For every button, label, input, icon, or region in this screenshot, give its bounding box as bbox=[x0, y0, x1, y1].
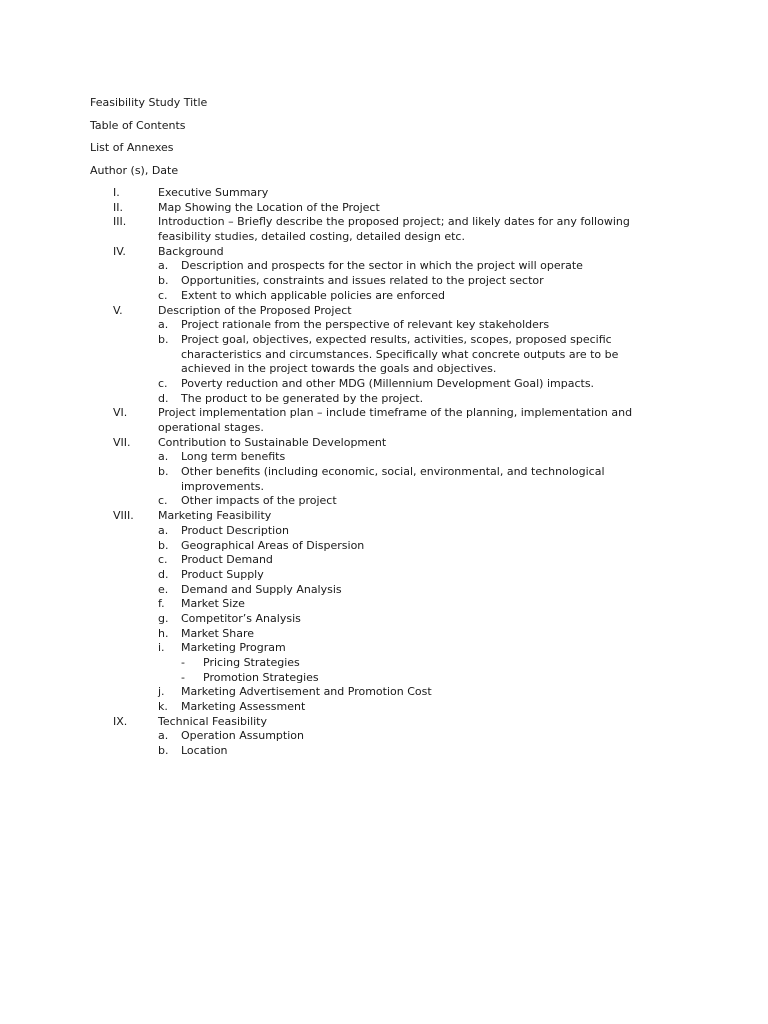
outline-item-text: Geographical Areas of Dispersion bbox=[181, 538, 365, 552]
outline-item-number: IX. bbox=[113, 714, 128, 728]
outline-item-text: Executive Summary bbox=[158, 186, 269, 199]
outline-item-number: e. bbox=[158, 582, 169, 596]
outline-item bbox=[0, 656, 768, 671]
outline-item-number: a. bbox=[158, 450, 169, 464]
outline-item-text: feasibility studies, detailed costing, detailed design etc. bbox=[158, 230, 465, 244]
outline-item-number: d. bbox=[158, 567, 169, 581]
outline-item-number: a. bbox=[158, 729, 169, 743]
outline-item bbox=[0, 524, 768, 539]
outline-item-number: a. bbox=[158, 523, 169, 537]
outline-item-number: k. bbox=[158, 700, 168, 714]
outline-item bbox=[0, 597, 768, 612]
outline-item-number: III. bbox=[113, 215, 127, 229]
outline-item-text: Marketing Assessment bbox=[181, 700, 306, 714]
outline-item-text: operational stages. bbox=[158, 421, 264, 434]
outline-item-text: Description of the Proposed Project bbox=[158, 303, 352, 317]
outline-item-text: Operation Assumption bbox=[181, 729, 304, 743]
outline-item-number: b. bbox=[158, 465, 169, 479]
outline-item-text: Contribution to Sustainable Development bbox=[158, 435, 387, 449]
outline-item bbox=[0, 259, 768, 274]
outline-item-number: h. bbox=[158, 626, 169, 640]
outline-item-text: Product Description bbox=[181, 523, 289, 537]
outline-item bbox=[0, 494, 768, 509]
list-of-annexes-heading: List of Annexes bbox=[90, 141, 174, 154]
outline-item-text: Project rationale from the perspective of relevant key stakeholders bbox=[181, 318, 550, 332]
outline-item-number: - bbox=[181, 670, 185, 684]
outline-item bbox=[0, 201, 768, 216]
outline-item-number: a. bbox=[158, 318, 169, 332]
outline-item-text: Location bbox=[181, 744, 228, 758]
outline-item-text: Pricing Strategies bbox=[203, 656, 300, 669]
outline-item-text: Other impacts of the project bbox=[181, 494, 337, 508]
outline-item bbox=[0, 715, 768, 730]
outline-item-text: Product Demand bbox=[181, 553, 273, 567]
outline-list bbox=[0, 186, 768, 759]
outline-item bbox=[0, 230, 768, 245]
outline-item bbox=[0, 744, 768, 759]
outline-item bbox=[0, 392, 768, 407]
table-of-contents-heading: Table of Contents bbox=[90, 119, 186, 132]
outline-item bbox=[0, 450, 768, 465]
outline-item bbox=[0, 539, 768, 554]
outline-item-number: c. bbox=[158, 288, 168, 302]
outline-item bbox=[0, 362, 768, 377]
outline-item bbox=[0, 421, 768, 436]
outline-item-number: c. bbox=[158, 494, 168, 508]
outline-item bbox=[0, 436, 768, 451]
author-date-line: Author (s), Date bbox=[90, 164, 179, 177]
outline-item bbox=[0, 465, 768, 480]
outline-item-number: i. bbox=[158, 641, 165, 655]
outline-item bbox=[0, 509, 768, 524]
outline-item bbox=[0, 186, 768, 201]
outline-item-text: Market Share bbox=[181, 626, 255, 640]
outline-item bbox=[0, 333, 768, 348]
outline-item-number: V. bbox=[113, 303, 123, 317]
outline-item-text: Introduction – Briefly describe the proposed project; and likely dates for any following bbox=[158, 215, 630, 229]
outline-item-number: j. bbox=[158, 685, 165, 699]
outline-item-number: b. bbox=[158, 538, 169, 552]
outline-item-text: Opportunities, constraints and issues related to the project sector bbox=[181, 274, 544, 288]
outline-item bbox=[0, 245, 768, 260]
outline-item-number: - bbox=[181, 656, 185, 669]
outline-item-number: VII. bbox=[113, 435, 131, 449]
outline-item-text: Product Supply bbox=[181, 567, 264, 581]
outline-item bbox=[0, 641, 768, 656]
outline-item bbox=[0, 627, 768, 642]
outline-item-text: Marketing Feasibility bbox=[158, 509, 272, 523]
outline-item-number: d. bbox=[158, 391, 169, 405]
outline-item bbox=[0, 215, 768, 230]
outline-item-number: II. bbox=[113, 200, 123, 214]
outline-item bbox=[0, 553, 768, 568]
outline-item-number: VIII. bbox=[113, 509, 134, 523]
outline-item-text: Long term benefits bbox=[181, 450, 286, 464]
outline-item-number: b. bbox=[158, 744, 169, 758]
outline-item-text: Competitor’s Analysis bbox=[181, 611, 301, 625]
outline-item-number: b. bbox=[158, 332, 169, 346]
outline-item bbox=[0, 700, 768, 715]
outline-item-text: improvements. bbox=[181, 479, 265, 493]
outline-item-number: a. bbox=[158, 259, 169, 273]
outline-item bbox=[0, 406, 768, 421]
outline-item bbox=[0, 348, 768, 363]
outline-item-text: achieved in the project towards the goals and objectives. bbox=[181, 362, 497, 376]
outline-item-text: Project implementation plan – include timeframe of the planning, implementation and bbox=[158, 406, 633, 420]
outline-item-text: Marketing Advertisement and Promotion Cost bbox=[181, 685, 432, 699]
outline-item bbox=[0, 612, 768, 627]
outline-item bbox=[0, 480, 768, 495]
outline-item-number: b. bbox=[158, 274, 169, 288]
outline-item-number: c. bbox=[158, 553, 168, 567]
outline-item-text: Project goal, objectives, expected results, activities, scopes, proposed specific bbox=[181, 332, 612, 346]
outline-item bbox=[0, 377, 768, 392]
outline-item-number: f. bbox=[158, 597, 165, 611]
outline-item-text: Market Size bbox=[181, 597, 245, 611]
outline-item-text: Background bbox=[158, 244, 224, 258]
outline-item-text: Description and prospects for the sector in which the project will operate bbox=[181, 259, 583, 273]
outline-item-text: Technical Feasibility bbox=[158, 714, 268, 728]
outline-item-text: Map Showing the Location of the Project bbox=[158, 200, 380, 214]
outline-item-text: Demand and Supply Analysis bbox=[181, 582, 342, 596]
outline-item-number: VI. bbox=[113, 406, 128, 420]
outline-item-text: Extent to which applicable policies are enforced bbox=[181, 288, 445, 302]
outline-item bbox=[0, 274, 768, 289]
outline-item-number: c. bbox=[158, 376, 168, 390]
outline-item bbox=[0, 685, 768, 700]
outline-item-text: Other benefits (including economic, social, environmental, and technological bbox=[181, 465, 605, 479]
outline-item bbox=[0, 729, 768, 744]
outline-item-text: Marketing Program bbox=[181, 641, 286, 655]
outline-item-number: I. bbox=[113, 186, 120, 199]
outline-item bbox=[0, 671, 768, 686]
outline-item-number: g. bbox=[158, 611, 169, 625]
document-title: Feasibility Study Title bbox=[90, 96, 208, 109]
outline-item bbox=[0, 568, 768, 583]
outline-item-text: The product to be generated by the project. bbox=[181, 391, 424, 405]
outline-item bbox=[0, 304, 768, 319]
outline-item-text: Poverty reduction and other MDG (Millennium Development Goal) impacts. bbox=[181, 376, 595, 390]
outline-item-text: Promotion Strategies bbox=[203, 670, 319, 684]
outline-item-text: characteristics and circumstances. Specifically what concrete outputs are to be bbox=[181, 347, 619, 361]
outline-item bbox=[0, 289, 768, 304]
outline-item bbox=[0, 583, 768, 598]
outline-item-number: IV. bbox=[113, 244, 126, 258]
outline-item bbox=[0, 318, 768, 333]
